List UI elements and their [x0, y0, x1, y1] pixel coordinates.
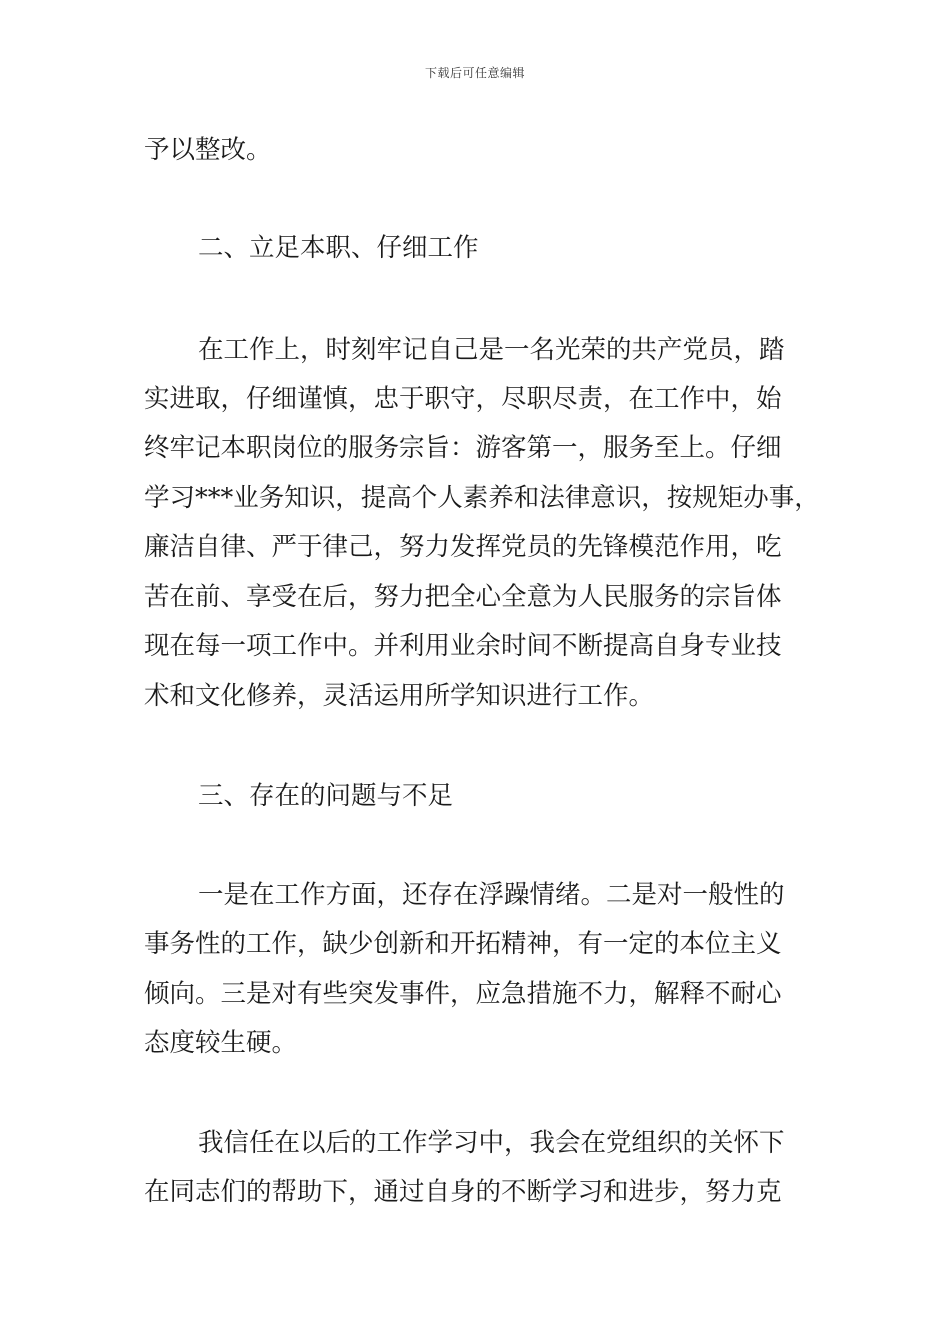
paragraph-line: 现在每一项工作中。并利用业余时间不断提高自身专业技 — [144, 631, 782, 661]
paragraph-line: 态度较生硬。 — [144, 1028, 298, 1058]
paragraph-line: 廉洁自律、严于律己，努力发挥党员的先锋模范作用，吃 — [144, 532, 782, 562]
page-header: 下载后可任意编辑 — [424, 66, 525, 80]
paragraph-line: 学习***业务知识，提高个人素养和法律意识，按规矩办事， — [144, 483, 820, 513]
paragraph-line: 终牢记本职岗位的服务宗旨：游客第一，服务至上。仔细 — [144, 433, 782, 463]
paragraph-line: 事务性的工作，缺少创新和开拓精神，有一定的本位主义 — [144, 929, 782, 959]
section-heading: 三、存在的问题与不足 — [198, 781, 454, 811]
paragraph-line: 在工作上，时刻牢记自己是一名光荣的共产党员，踏 — [198, 335, 785, 365]
paragraph-line: 术和文化修养，灵活运用所学知识进行工作。 — [144, 681, 655, 711]
paragraph-line: 予以整改。 — [144, 135, 272, 165]
paragraph-line: 在同志们的帮助下，通过自身的不断学习和进步，努力克 — [144, 1177, 782, 1207]
section-heading: 二、立足本职、仔细工作 — [198, 233, 479, 263]
paragraph-line: 实进取，仔细谨慎，忠于职守，尽职尽责，在工作中，始 — [144, 384, 782, 414]
paragraph-line: 我信任在以后的工作学习中，我会在党组织的关怀下 — [198, 1128, 785, 1158]
paragraph-line: 一是在工作方面，还存在浮躁情绪。二是对一般性的 — [198, 880, 785, 910]
paragraph-line: 苦在前、享受在后，努力把全心全意为人民服务的宗旨体 — [144, 582, 782, 612]
paragraph-line: 倾向。三是对有些突发事件，应急措施不力，解释不耐心 — [144, 979, 782, 1009]
